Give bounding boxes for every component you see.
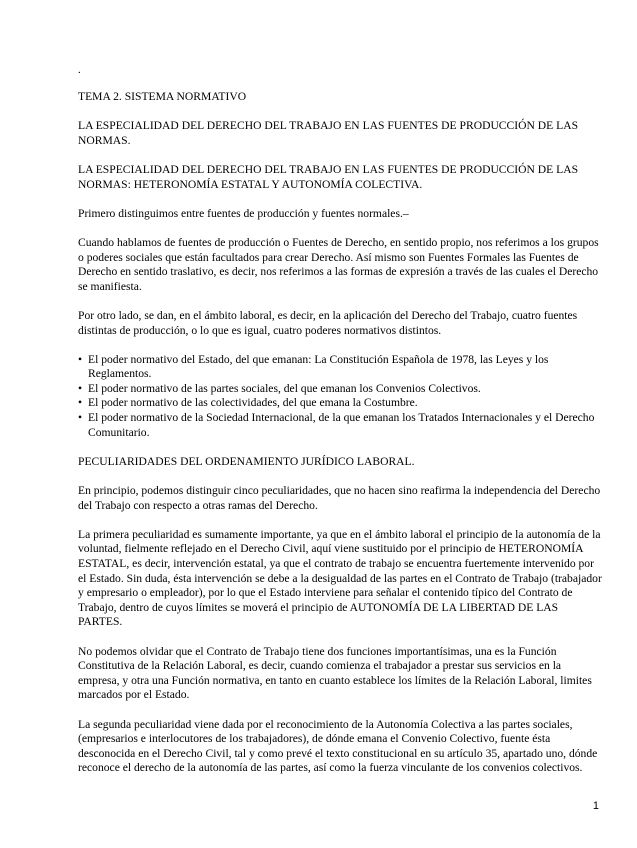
paragraph-peculiaridades: En principio, podemos distinguir cinco peculiaridades, que no hacen sino reafirma la independencia del Derecho del Trabajo con respecto a otras ramas del Derecho. (78, 484, 601, 512)
paragraph-ambito-laboral: Por otro lado, se dan, en el ámbito laboral, es decir, en la aplicación del Derecho del Trabajo, cuatro fuentes distintas de producción, o lo que es igual, cuatro poderes normativos distintos. (78, 308, 578, 337)
bullet-icon: • (78, 381, 83, 395)
list-item-text: El poder normativo de las colectividades, del que emana la Costumbre. (88, 396, 418, 410)
bullet-icon: • (78, 352, 83, 366)
section-heading-3: PECULIARIDADES DEL ORDENAMIENTO JURÍDICO LABORAL. (78, 454, 415, 468)
list-item (78, 353, 602, 382)
list-item-text: El poder normativo de las partes sociales, del que emanan los Convenios Colectivos. (88, 381, 481, 395)
paragraph-fuentes: Cuando hablamos de fuentes de producción o Fuentes de Derecho, en sentido propio, nos referimos a los grupos o poderes sociales que están facultados para crear Derecho. Así mismo son Fuentes Formales las Fuentes de Derecho en sentido traslativo, es decir, nos referimos a las formas de expresión a través de las cuales el Derecho se manifiesta. (78, 235, 599, 293)
intro-paragraph: Primero distinguimos entre fuentes de producción y fuentes normales.– (78, 206, 409, 220)
page-number: 1 (592, 800, 599, 812)
paragraph-primera-peculiaridad: La primera peculiaridad es sumamente importante, ya que en el ámbito laboral el principio de la autonomía de la voluntad, fielmente reflejado en el Derecho Civil, aquí viene sustituido por el principio de HETERONOMÍA ESTATAL, es decir, intervención estatal, ya que el contrato de trabajo se encuentra fuertemente intervenido por el Estado. Sin duda, ésta intervención se debe a la desigualdad de las partes en el Contrato de Trabajo (trabajador y empresario o empleador), por lo que el Estado interviene para señalar el contenido típico del Contrato de Trabajo, dentro de cuyos límites se moverá el principio de AUTONOMÍA DE LA LIBERTAD DE LAS PARTES. (78, 527, 602, 629)
list-item-text: El poder normativo del Estado, del que emanan: La Constitución Española de 1978, las Leyes y los Reglamentos. (88, 352, 549, 381)
page-content (78, 64, 602, 791)
bullet-icon: • (78, 396, 83, 410)
paragraph-segunda-peculiaridad: La segunda peculiaridad viene dada por el reconocimiento de la Autonomía Colectiva a las partes sociales, (empresarios e interlocutores de los trabajadores), de dónde emana el Convenio Colectivo, fuente ésta desconocida en el Derecho Civil, tal y como prevé el texto constitucional en su artículo 35, apartado uno, dónde reconoce el derecho de la autonomía de las partes, así como la fuerza vinculante de los convenios colectivos. (78, 717, 598, 775)
paragraph-contrato-trabajo: No podemos olvidar que el Contrato de Trabajo tiene dos funciones importantísimas, una es la Función Constitutiva de la Relación Laboral, es decir, cuando comienza el trabajador a prestar sus servicios en la empresa, y otra una Función normativa, en tanto en cuanto establece los límites de la Relación Laboral, limites marcados por el Estado. (78, 644, 592, 702)
list-item (78, 411, 602, 440)
section-heading-2: LA ESPECIALIDAD DEL DERECHO DEL TRABAJO EN LAS FUENTES DE PRODUCCIÓN DE LAS NORMAS: HETERONOMÍA ESTATAL Y AUTONOMÍA COLECTIVA. (78, 162, 579, 191)
poderes-list (78, 353, 602, 441)
document-title: TEMA 2. SISTEMA NORMATIVO (78, 90, 247, 103)
list-item-text: El poder normativo de la Sociedad Internacional, de la que emanan los Tratados Internacionales y el Derecho Comunitario. (88, 411, 595, 439)
list-item (78, 396, 602, 411)
header-mark: . (78, 64, 81, 76)
section-heading-1: LA ESPECIALIDAD DEL DERECHO DEL TRABAJO EN LAS FUENTES DE PRODUCCIÓN DE LAS NORMAS. (78, 119, 579, 147)
bullet-icon: • (78, 411, 83, 425)
list-item (78, 382, 602, 397)
